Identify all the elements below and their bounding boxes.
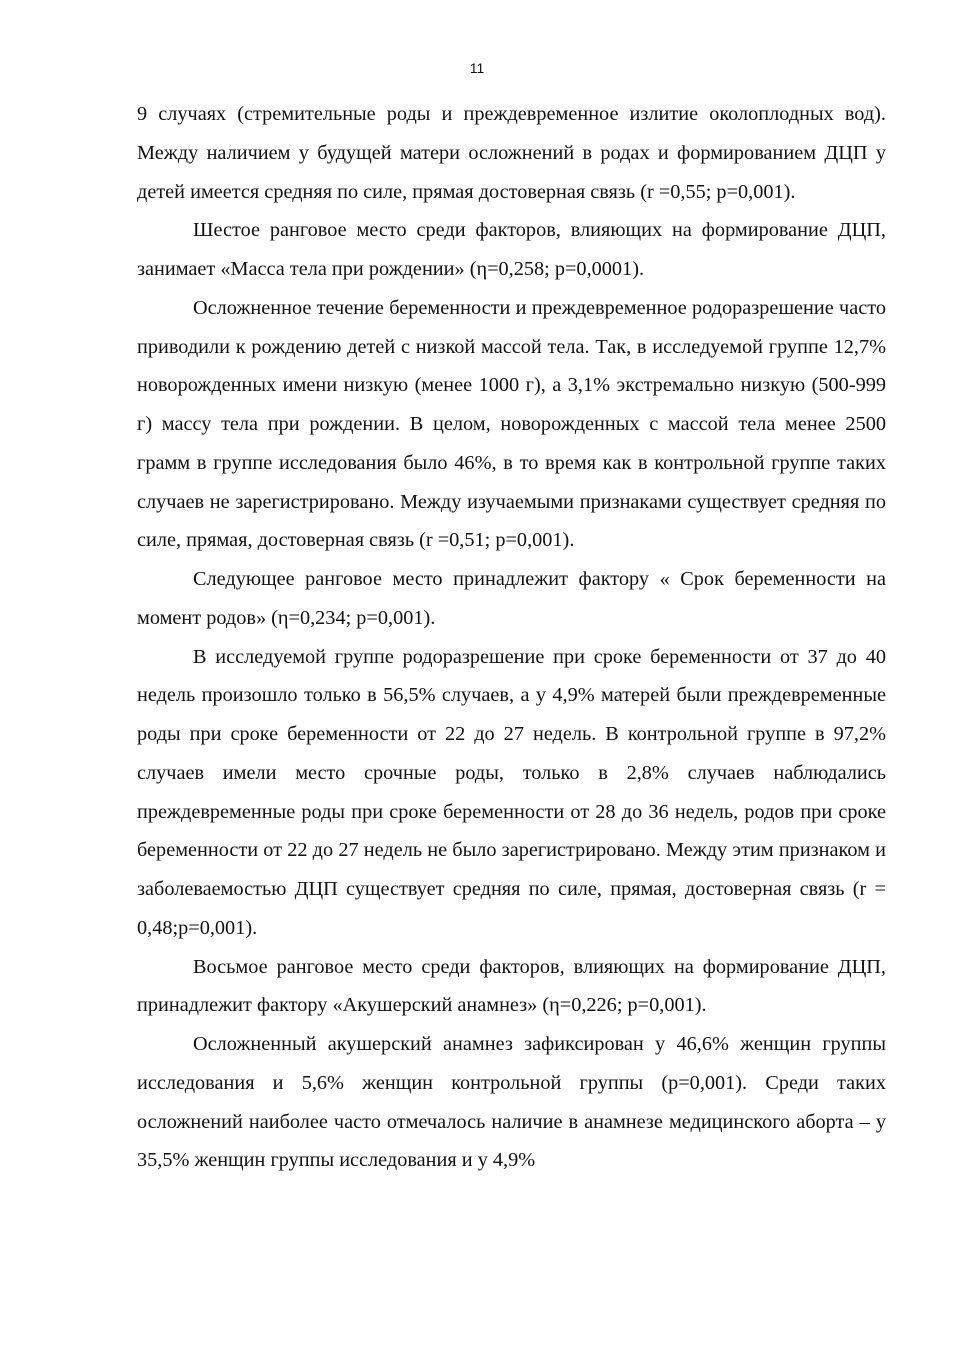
paragraph: Восьмое ранговое место среди факторов, влияющих на формирование ДЦП, принадлежит фактору «Акушерский анамнез» (η=0,226; p=0,001). bbox=[137, 955, 886, 1017]
paragraph: В исследуемой группе родоразрешение при сроке беременности от 37 до 40 недель произошло только в 56,5% случаев, а у 4,9% матерей были преждевременные роды при сроке беременности от 22 до 27 недель. В контрольной группе в 97,2% случаев имели место срочные роды, только в 2,8% случаев наблюдались преждевременные роды при сроке беременности от 28 до 36 недель, родов при сроке беременности от 22 до 27 недель не было зарегистрировано. Между этим признаком и заболеваемостью ДЦП существует средняя по силе, прямая, достоверная связь (r = 0,48;p=0,001). bbox=[137, 645, 886, 939]
page-number: 11 bbox=[469, 60, 485, 76]
paragraph: Осложненный акушерский анамнез зафиксирован у 46,6% женщин группы исследования и 5,6% женщин контрольной группы (p=0,001). Среди таких осложнений наиболее часто отмечалось наличие в анамнезе медицинского аборта – у 35,5% женщин группы исследования и у 4,9% bbox=[137, 1033, 886, 1172]
body-text bbox=[137, 95, 886, 1180]
paragraph: Шестое ранговое место среди факторов, влияющих на формирование ДЦП, занимает «Масса тела при рождении» (η=0,258; p=0,0001). bbox=[137, 219, 886, 280]
paragraph: Осложненное течение беременности и преждевременное родоразрешение часто приводили к рождению детей с низкой массой тела. Так, в исследуемой группе 12,7% новорожденных имени низкую (менее 1000 г), а 3,1% экстремально низкую (500-999 г) массу тела при рождении. В целом, новорожденных с массой тела менее 2500 грамм в группе исследования было 46%, в то время как в контрольной группе таких случаев не зарегистрировано. Между изучаемыми признаками существует средняя по силе, прямая, достоверная связь (r =0,51; p=0,001). bbox=[137, 296, 886, 552]
paragraph: 9 случаях (стремительные роды и преждевременное излитие околоплодных вод). Между наличием у будущей матери осложнений в родах и формированием ДЦП у детей имеется средняя по силе, прямая достоверная связь (r =0,55; p=0,001). bbox=[137, 103, 886, 203]
paragraph: Следующее ранговое место принадлежит фактору « Срок беременности на момент родов» (η=0,234; p=0,001). bbox=[137, 568, 886, 629]
